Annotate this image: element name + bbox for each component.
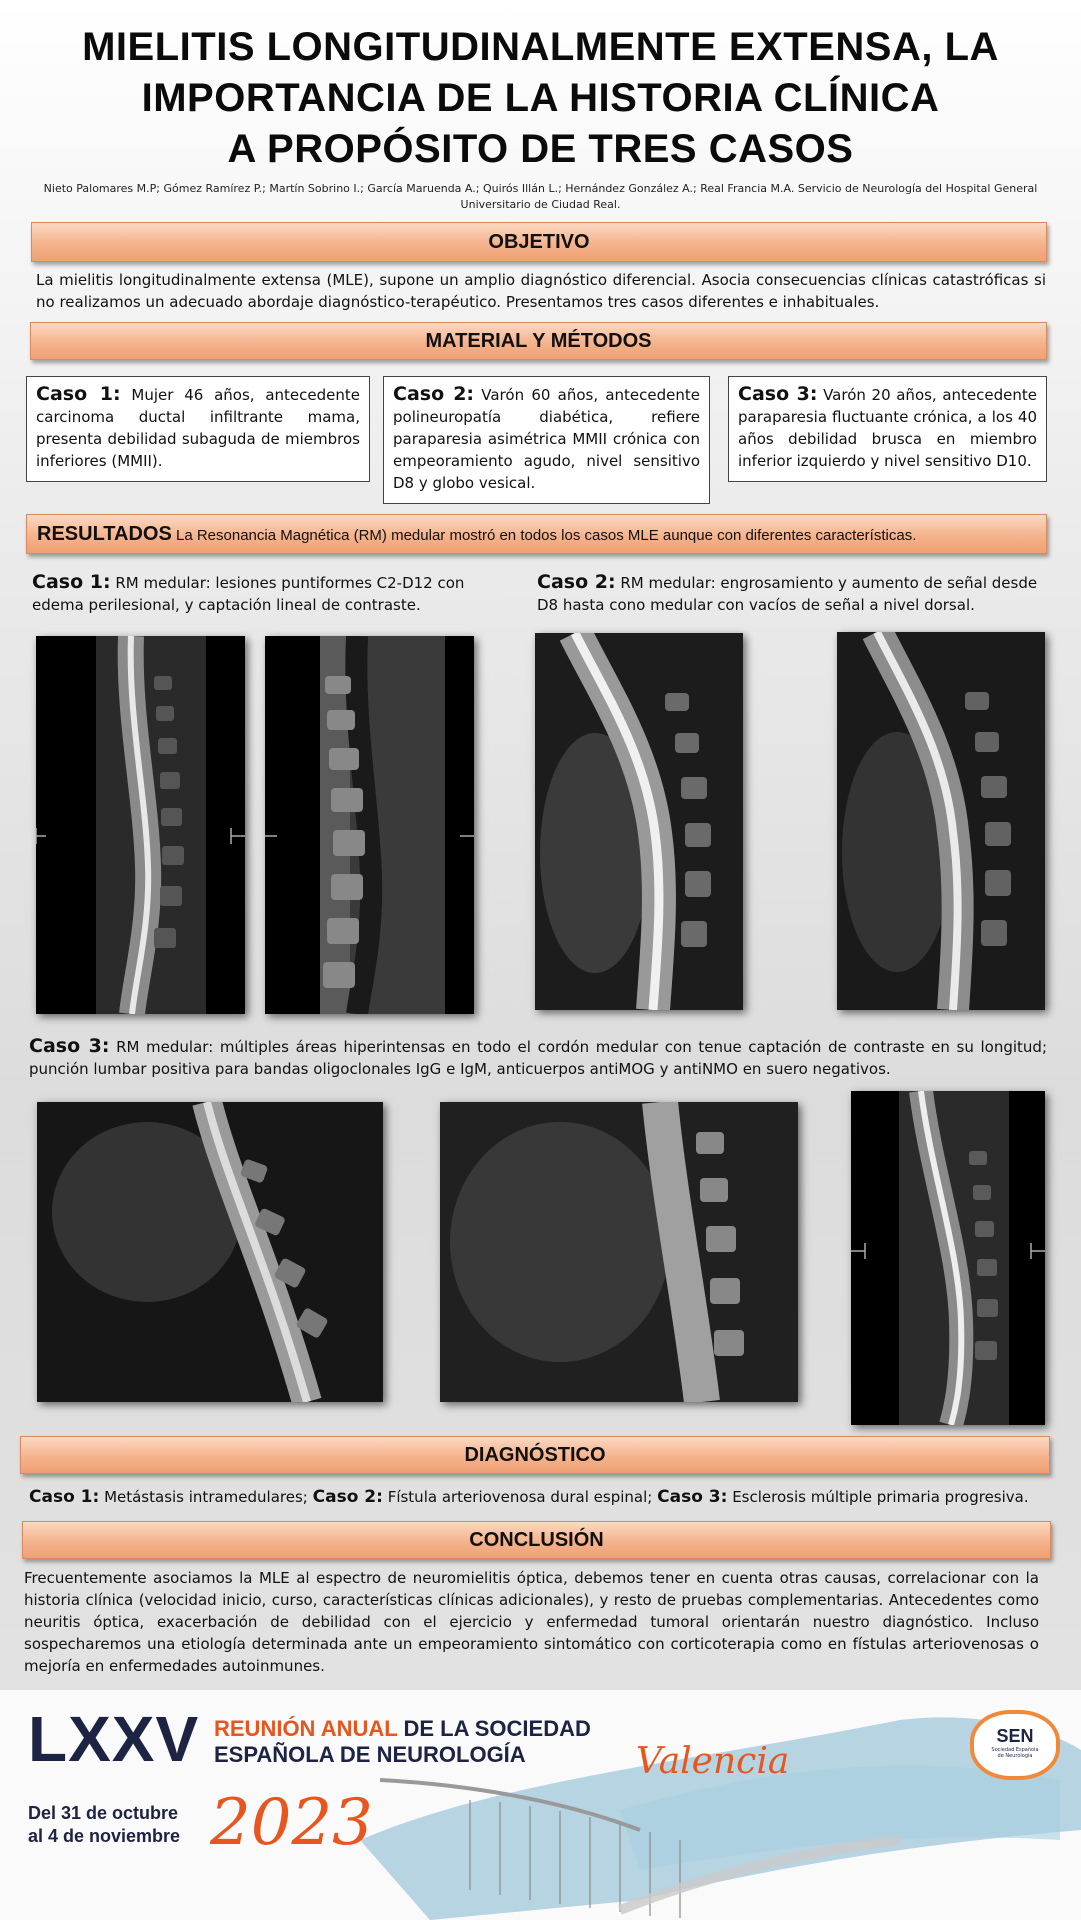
congress-line1-b: DE LA SOCIEDAD — [397, 1716, 591, 1741]
diag-case3-label: Caso 3: — [657, 1487, 728, 1507]
mri-case1-image-1 — [36, 636, 245, 1014]
case1-label: Caso 1: — [36, 383, 121, 405]
resultados-text: La Resonancia Magnética (RM) medular mostró en todos los casos MLE aunque con diferentes características. — [171, 527, 917, 544]
diag-case3-text: Esclerosis múltiple primaria progresiva. — [727, 1488, 1029, 1506]
case3-label: Caso 3: — [738, 383, 818, 405]
case1-box — [26, 376, 370, 482]
poster-title — [40, 22, 1041, 175]
title-line-1: MIELITIS LONGITUDINALMENTE EXTENSA, LA — [82, 25, 999, 69]
congress-banner — [0, 1690, 1081, 1920]
case1-text: Mujer 46 años, antecedente carcinoma ductal infiltrante mama, presenta debilidad subaguda de miembros inferiores (MMII). — [36, 386, 360, 470]
diagnostico-text — [29, 1486, 1047, 1508]
congress-name — [214, 1716, 591, 1768]
objetivo-text: La mielitis longitudinalmente extensa (MLE), supone un amplio diagnóstico diferencial. Asocia consecuencias clínicas catastróficas si no realizamos un adecuado abordaje diagnóstico-terapéutico. Presentamos tres casos diferentes e inhabituales. — [36, 271, 1046, 311]
congress-year: 2023 — [210, 1786, 373, 1860]
congress-line2: ESPAÑOLA DE NEUROLOGÍA — [214, 1742, 526, 1767]
resultados-heading — [26, 514, 1047, 554]
case2-text: Varón 60 años, antecedente polineuropatía diabética, refiere paraparesia asimétrica MMII crónica con empeoramiento agudo, nivel sensitivo D8 y globo vesical. — [393, 386, 700, 492]
objetivo-heading: OBJETIVO — [31, 222, 1047, 262]
mri-case2-image-1 — [535, 633, 743, 1010]
congress-line1-a: REUNIÓN ANUAL — [214, 1716, 398, 1741]
sen-logo-subtext: Sociedad Española de Neurología — [991, 1747, 1039, 1759]
mri-case3-image-1 — [37, 1102, 383, 1402]
title-line-3: A PROPÓSITO DE TRES CASOS — [227, 127, 854, 171]
result-case1 — [32, 571, 487, 616]
result-case2-label: Caso 2: — [537, 571, 616, 593]
case3-text: Varón 20 años, antecedente paraparesia fluctuante crónica, a los 40 años debilidad brusca en miembro inferior izquierdo y nivel sensitivo D10. — [738, 386, 1037, 470]
result-case3-label: Caso 3: — [29, 1035, 110, 1057]
material-heading: MATERIAL Y MÉTODOS — [30, 322, 1047, 360]
case3-box — [728, 376, 1047, 482]
date-line-2: al 4 de noviembre — [28, 1826, 181, 1846]
mri-case3-image-3 — [851, 1091, 1045, 1425]
result-case2 — [537, 571, 1047, 616]
result-case1-text: RM medular: lesiones puntiformes C2-D12 con edema perilesional, y captación lineal de contraste. — [32, 574, 465, 614]
result-case2-text: RM medular: engrosamiento y aumento de señal desde D8 hasta cono medular con vacíos de señal a nivel dorsal. — [537, 574, 1038, 614]
diag-case1-text: Metástasis intramedulares; — [99, 1488, 308, 1506]
congress-city: Valencia — [636, 1741, 790, 1782]
diag-case1-label: Caso 1: — [29, 1487, 100, 1507]
lxxv-label: LXXV — [28, 1703, 200, 1775]
congress-dates — [28, 1802, 208, 1848]
title-line-2: IMPORTANCIA DE LA HISTORIA CLÍNICA — [141, 76, 940, 120]
case2-box — [383, 376, 710, 504]
sen-logo — [970, 1710, 1060, 1780]
diag-case2-text: Fístula arteriovenosa dural espinal; — [382, 1488, 653, 1506]
mri-case1-image-2 — [265, 636, 474, 1014]
date-line-1: Del 31 de octubre — [28, 1803, 179, 1823]
diagnostico-heading: DIAGNÓSTICO — [20, 1436, 1050, 1474]
case2-label: Caso 2: — [393, 383, 475, 405]
result-case3-text: RM medular: múltiples áreas hiperintensas en todo el cordón medular con tenue captación de contraste en su longitud; punción lumbar positiva para bandas oligoclonales IgG e IgM, anticuerpos antiMOG y antiNMO en suero negativos. — [29, 1038, 1048, 1078]
diag-case2-label: Caso 2: — [312, 1487, 383, 1507]
mri-case3-image-2 — [440, 1102, 798, 1402]
result-case3 — [29, 1035, 1047, 1080]
sen-logo-text: SEN — [996, 1726, 1034, 1746]
conclusion-text: Frecuentemente asociamos la MLE al espectro de neuromielitis óptica, debemos tener en cuenta otras causas, correlacionar con la historia clínica (velocidad inicio, curso, características clínicas adicionales), y resto de pruebas complementarias. Antecedentes como neuritis óptica, exacerbación de debilidad con el ejercicio y enfermedad tumoral orientarán nuestro diagnóstico. Incluso sospecharemos una etiología determinada ante un empeoramiento sintomático con corticoterapia como en fístulas arteriovenosas o mejoría en enfermedades autoinmunes. — [24, 1569, 1039, 1675]
result-case1-label: Caso 1: — [32, 571, 111, 593]
conclusion-heading: CONCLUSIÓN — [22, 1521, 1051, 1559]
mri-case2-image-2 — [837, 632, 1045, 1010]
resultados-label: RESULTADOS — [37, 523, 172, 545]
authors: Nieto Palomares M.P; Gómez Ramírez P.; Martín Sobrino I.; García Maruenda A.; Quirós Illán L.; Hernández González A.; Real Francia M.A. Servicio de Neurología del Hospital General Universitario de Ciudad Real. — [43, 182, 1038, 211]
